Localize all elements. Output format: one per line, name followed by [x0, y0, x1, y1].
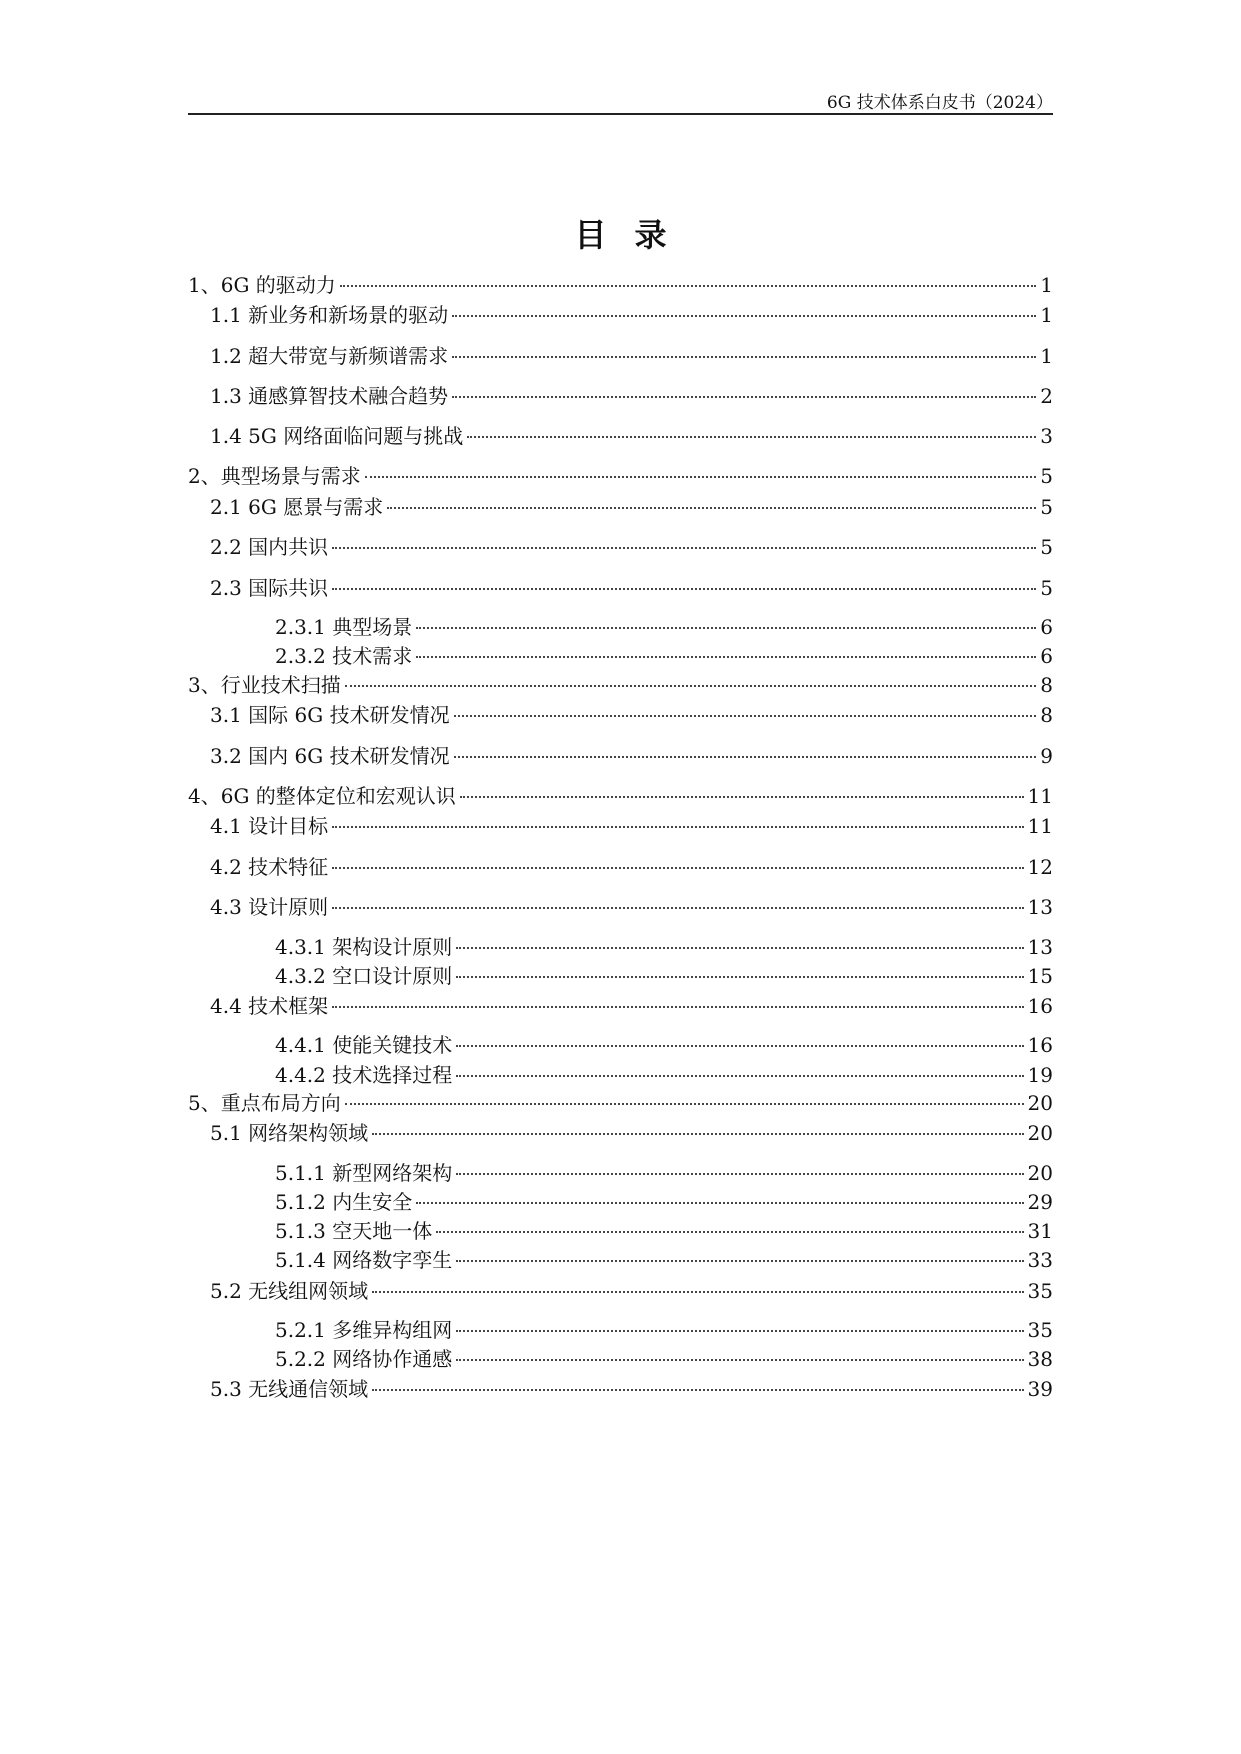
toc-entry[interactable] — [188, 534, 1053, 560]
toc-entry-label: 1、6G 的驱动力 — [188, 273, 336, 297]
toc-entry[interactable] — [188, 672, 1053, 698]
toc-entry-page: 29 — [1027, 1190, 1053, 1214]
toc-entry[interactable] — [188, 894, 1053, 920]
toc-entry-page: 12 — [1027, 855, 1053, 879]
toc-entry-label: 3、行业技术扫描 — [188, 673, 341, 697]
toc-entry[interactable] — [188, 1346, 1053, 1372]
toc-entry[interactable] — [188, 423, 1053, 449]
toc-entry-label: 2、典型场景与需求 — [188, 464, 361, 488]
dot-leader — [372, 1389, 1023, 1391]
dot-leader — [372, 1291, 1023, 1293]
dot-leader — [460, 796, 1024, 798]
toc-entry-label: 5、重点布局方向 — [188, 1091, 341, 1115]
dot-leader — [456, 1260, 1023, 1262]
toc-entry[interactable] — [188, 343, 1053, 369]
dot-leader — [456, 947, 1023, 949]
toc-entry[interactable] — [188, 813, 1053, 839]
dot-leader — [332, 867, 1023, 869]
toc-entry-page: 6 — [1040, 615, 1053, 639]
dot-leader — [332, 826, 1023, 828]
toc-entry[interactable] — [188, 494, 1053, 520]
dot-leader — [416, 1202, 1023, 1204]
dot-leader — [436, 1231, 1023, 1233]
toc-entry-label: 5.2 无线组网领域 — [210, 1279, 369, 1303]
toc-entry-label: 4.3 设计原则 — [210, 895, 329, 919]
toc-entry-label: 5.2.2 网络协作通感 — [275, 1347, 453, 1371]
dot-leader — [416, 627, 1036, 629]
toc-entry-page: 15 — [1027, 964, 1053, 988]
toc-entry-label: 5.2.1 多维异构组网 — [275, 1318, 453, 1342]
dot-leader — [345, 1103, 1024, 1105]
dot-leader — [332, 588, 1036, 590]
dot-leader — [456, 1075, 1023, 1077]
toc-entry[interactable] — [188, 934, 1053, 960]
toc-entry-page: 1 — [1040, 273, 1053, 297]
toc-entry[interactable] — [188, 1317, 1053, 1343]
toc-entry-page: 13 — [1027, 895, 1053, 919]
toc-entry-page: 2 — [1040, 384, 1053, 408]
toc-entry-page: 1 — [1040, 303, 1053, 327]
toc-entry-page: 11 — [1027, 814, 1053, 838]
toc-entry[interactable] — [188, 1278, 1053, 1304]
toc-entry[interactable] — [188, 1160, 1053, 1186]
toc-entry-page: 11 — [1027, 784, 1053, 808]
toc-entry-label: 1.2 超大带宽与新频谱需求 — [210, 344, 449, 368]
dot-leader — [372, 1133, 1023, 1135]
toc-entry[interactable] — [188, 1062, 1053, 1088]
toc-entry-label: 5.1.1 新型网络架构 — [275, 1161, 453, 1185]
toc-entry-label: 5.1.3 空天地一体 — [275, 1219, 433, 1243]
toc-entry-page: 8 — [1040, 703, 1053, 727]
toc-entry-label: 3.2 国内 6G 技术研发情况 — [210, 744, 450, 768]
toc-entry-label: 2.3 国际共识 — [210, 576, 329, 600]
toc-entry-page: 31 — [1027, 1219, 1053, 1243]
dot-leader — [345, 685, 1037, 687]
toc-entry[interactable] — [188, 1189, 1053, 1215]
toc-entry[interactable] — [188, 1120, 1053, 1146]
toc-entry-label: 4.1 设计目标 — [210, 814, 329, 838]
toc-entry-label: 5.3 无线通信领域 — [210, 1377, 369, 1401]
dot-leader — [456, 1045, 1023, 1047]
toc-entry-label: 4.2 技术特征 — [210, 855, 329, 879]
toc-entry-page: 13 — [1027, 935, 1053, 959]
running-header: 6G 技术体系白皮书（2024） — [826, 93, 1053, 113]
toc-entry-page: 6 — [1040, 644, 1053, 668]
toc-entry-page: 33 — [1027, 1248, 1053, 1272]
toc-entry-label: 4.3.2 空口设计原则 — [275, 964, 453, 988]
toc-entry-page: 1 — [1040, 344, 1053, 368]
table-of-contents — [188, 0, 1053, 1754]
dot-leader — [456, 976, 1023, 978]
toc-entry[interactable] — [188, 1376, 1053, 1402]
toc-entry-page: 20 — [1027, 1121, 1053, 1145]
toc-entry[interactable] — [188, 302, 1053, 328]
toc-entry-page: 5 — [1040, 495, 1053, 519]
toc-entry-label: 1.3 通感算智技术融合趋势 — [210, 384, 449, 408]
toc-entry[interactable] — [188, 1032, 1053, 1058]
toc-entry-label: 4.3.1 架构设计原则 — [275, 935, 453, 959]
toc-entry[interactable] — [188, 383, 1053, 409]
toc-title: 目录 — [574, 216, 695, 254]
toc-entry[interactable] — [188, 963, 1053, 989]
toc-entry[interactable] — [188, 702, 1053, 728]
toc-entry-label: 4、6G 的整体定位和宏观认识 — [188, 784, 456, 808]
dot-leader — [454, 756, 1037, 758]
toc-entry-page: 9 — [1040, 744, 1053, 768]
toc-entry-page: 20 — [1027, 1091, 1053, 1115]
dot-leader — [454, 715, 1037, 717]
toc-entry-label: 1.1 新业务和新场景的驱动 — [210, 303, 449, 327]
toc-entry-page: 5 — [1040, 464, 1053, 488]
toc-entry[interactable] — [188, 1247, 1053, 1273]
toc-entry-label: 5.1.2 内生安全 — [275, 1190, 413, 1214]
toc-entry[interactable] — [188, 463, 1053, 489]
toc-entry-page: 20 — [1027, 1161, 1053, 1185]
toc-entry-page: 38 — [1027, 1347, 1053, 1371]
toc-entry-page: 5 — [1040, 535, 1053, 559]
toc-entry[interactable] — [188, 614, 1053, 640]
toc-entry-label: 5.1 网络架构领域 — [210, 1121, 369, 1145]
toc-entry[interactable] — [188, 854, 1053, 880]
toc-entry[interactable] — [188, 272, 1053, 298]
toc-entry-label: 4.4 技术框架 — [210, 994, 329, 1018]
toc-entry[interactable] — [188, 643, 1053, 669]
dot-leader — [452, 356, 1036, 358]
toc-entry[interactable] — [188, 993, 1053, 1019]
dot-leader — [332, 907, 1023, 909]
toc-entry-label: 4.4.1 使能关键技术 — [275, 1033, 453, 1057]
dot-leader — [467, 436, 1036, 438]
toc-entry[interactable] — [188, 575, 1053, 601]
toc-entry-page: 35 — [1027, 1318, 1053, 1342]
toc-entry-page: 39 — [1027, 1377, 1053, 1401]
dot-leader — [452, 396, 1036, 398]
toc-entry-page: 5 — [1040, 576, 1053, 600]
toc-entry-label: 1.4 5G 网络面临问题与挑战 — [210, 424, 464, 448]
dot-leader — [456, 1330, 1023, 1332]
toc-entry-page: 16 — [1027, 1033, 1053, 1057]
toc-entry-label: 4.4.2 技术选择过程 — [275, 1063, 453, 1087]
toc-entry-label: 3.1 国际 6G 技术研发情况 — [210, 703, 450, 727]
toc-entry-page: 8 — [1040, 673, 1053, 697]
toc-entry[interactable] — [188, 1090, 1053, 1116]
toc-entry-label: 2.3.1 典型场景 — [275, 615, 413, 639]
toc-entry-label: 2.3.2 技术需求 — [275, 644, 413, 668]
toc-entry-page: 19 — [1027, 1063, 1053, 1087]
toc-entry[interactable] — [188, 743, 1053, 769]
toc-entry-label: 2.1 6G 愿景与需求 — [210, 495, 384, 519]
toc-entry-page: 16 — [1027, 994, 1053, 1018]
dot-leader — [332, 1006, 1023, 1008]
toc-entry-page: 35 — [1027, 1279, 1053, 1303]
toc-entry-label: 2.2 国内共识 — [210, 535, 329, 559]
dot-leader — [452, 315, 1036, 317]
toc-entry[interactable] — [188, 783, 1053, 809]
dot-leader — [456, 1359, 1023, 1361]
toc-entry-page: 3 — [1040, 424, 1053, 448]
dot-leader — [387, 507, 1036, 509]
dot-leader — [332, 547, 1036, 549]
dot-leader — [340, 285, 1036, 287]
dot-leader — [416, 656, 1036, 658]
toc-entry-label: 5.1.4 网络数字孪生 — [275, 1248, 453, 1272]
dot-leader — [365, 476, 1037, 478]
toc-entry[interactable] — [188, 1218, 1053, 1244]
dot-leader — [456, 1173, 1023, 1175]
